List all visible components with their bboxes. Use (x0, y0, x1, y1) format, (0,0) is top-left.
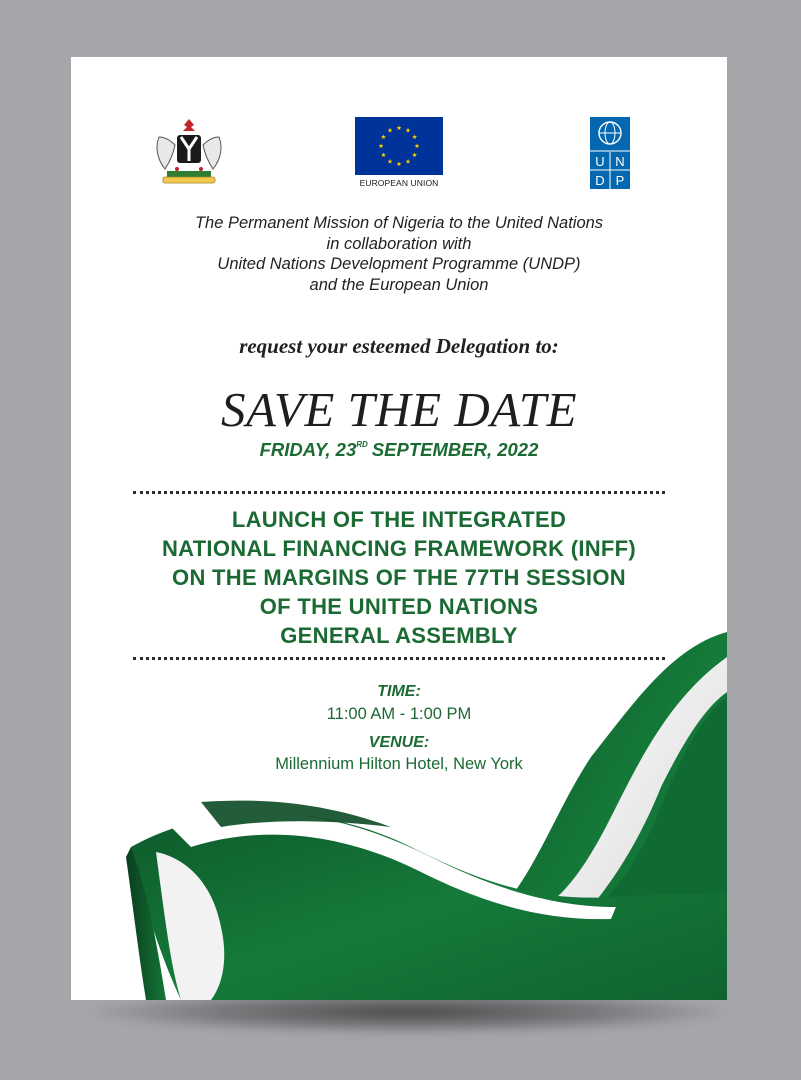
dotted-divider-top (133, 491, 665, 494)
request-line: request your esteemed Delegation to: (239, 334, 559, 358)
eu-flag-icon (355, 117, 443, 175)
nigeria-coat-of-arms-logo (147, 115, 231, 189)
event-date-rest: SEPTEMBER, 2022 (371, 439, 539, 460)
undp-logo (590, 117, 630, 189)
eu-caption: EUROPEAN UNION (359, 178, 439, 188)
undp-letter-n: N (615, 154, 625, 169)
intro-text (71, 213, 727, 295)
event-date (71, 439, 727, 461)
european-union-logo (355, 117, 443, 190)
event-date-prefix: FRIDAY, 23 (259, 439, 357, 460)
event-title-line: ON THE MARGINS OF THE 77TH SESSION (172, 565, 626, 590)
save-the-date-headline: SAVE THE DATE (220, 382, 578, 437)
undp-letter-p: P (615, 173, 625, 188)
time-value: 11:00 AM - 1:00 PM (326, 705, 472, 723)
event-title-line: LAUNCH OF THE INTEGRATED (231, 507, 567, 532)
intro-line: and the European Union (309, 275, 489, 294)
intro-line: in collaboration with (326, 234, 472, 253)
undp-letter-u: U (595, 154, 605, 169)
venue-value: Millennium Hilton Hotel, New York (275, 755, 523, 773)
intro-line: The Permanent Mission of Nigeria to the United Nations (194, 214, 604, 232)
event-title-line: NATIONAL FINANCING FRAMEWORK (INFF) (161, 536, 637, 561)
event-title-line: GENERAL ASSEMBLY (280, 623, 518, 648)
time-label: TIME: (377, 683, 421, 700)
dotted-divider-bottom (133, 657, 665, 660)
event-date-ordinal: RD (356, 440, 368, 449)
invitation-card (71, 57, 727, 1000)
event-title (71, 505, 727, 650)
undp-letter-d: D (595, 173, 605, 188)
venue-label: VENUE: (368, 734, 430, 751)
event-title-line: OF THE UNITED NATIONS (259, 594, 539, 619)
intro-line: United Nations Development Programme (UNDP) (217, 255, 581, 273)
